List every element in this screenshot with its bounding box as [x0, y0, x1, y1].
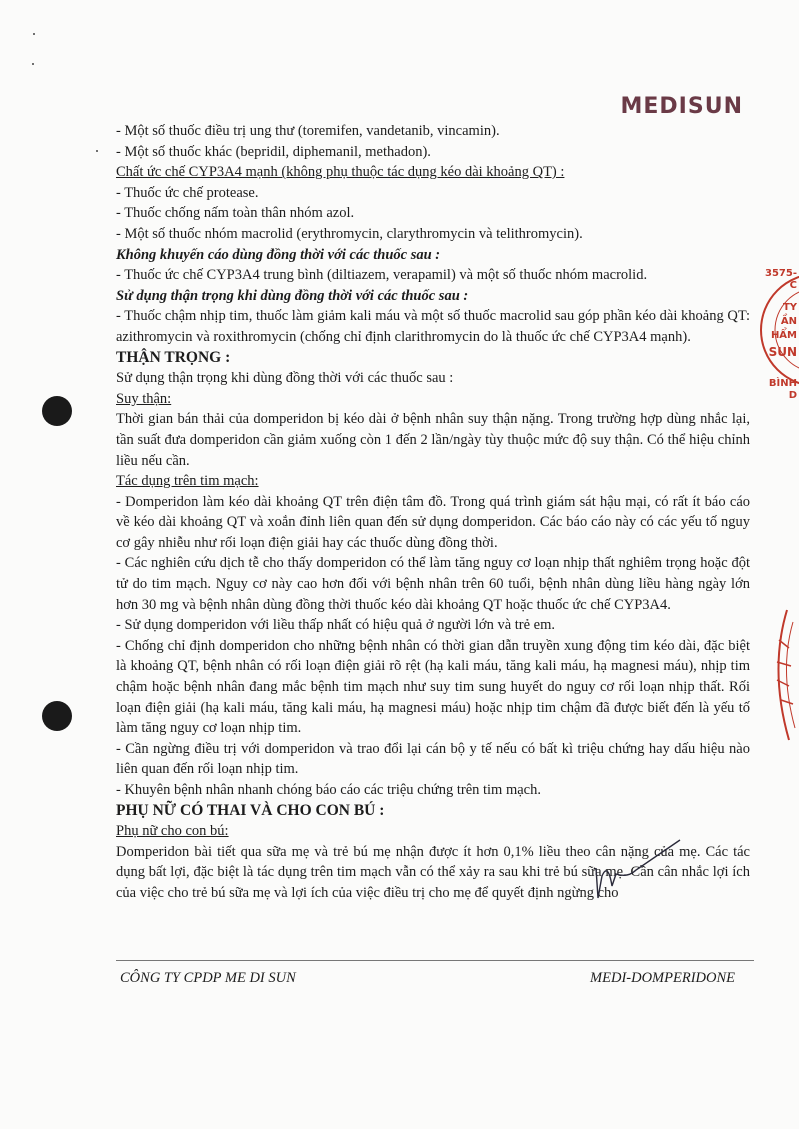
- scan-speck: [33, 33, 35, 35]
- text-paragraph: - Thuốc chậm nhịp tim, thuốc làm giảm kali máu và một số thuốc macrolid sau góp phần kéo dài khoảng QT: azithromycin và roxithromycin (chống chỉ định clarithromycin do là thuốc ức chế CYP3A4 mạnh).: [116, 308, 750, 345]
- text-line: - Một số thuốc điều trị ung thư (toremifen, vandetanib, vincamin).: [116, 123, 500, 139]
- scan-speck: [96, 150, 98, 152]
- text-line: - Sử dụng domperidon với liều thấp nhất có hiệu quả ở người lớn và trẻ em.: [116, 617, 556, 634]
- footer-divider: [116, 960, 754, 961]
- subheading: Suy thận:: [116, 390, 172, 407]
- text-paragraph: Domperidon bài tiết qua sữa mẹ và trẻ bú mẹ nhận được ít hơn 0,1% liều theo cân nặng của mẹ. Các tác dụng bất lợi, đặc biệt là tác dụng trên tim mạch vẫn có thể xảy ra sau khi trẻ bú sữa mẹ. Cần cân nhắc lợi ích của việc cho trẻ bú sữa mẹ và lợi ích của việc điều trị cho mẹ để quyết định ngừng cho: [116, 843, 750, 901]
- signature: [588, 838, 688, 918]
- text-paragraph: - Chống chỉ định domperidon cho những bệnh nhân có thời gian dẫn truyền xung động tim kéo dài, đặc biệt là khoảng QT, bệnh nhân có rối loạn điện giải rõ rệt (hạ kali máu, tăng kali máu, hạ magnesi máu), nhịp tim chậm hoặc bệnh nhân đang mắc bệnh tim mạch như suy tim sung huyết do nguy cơ rối loạn nhịp thất. Rối loạn điện giải (hạ kali máu, tăng kali máu, hạ magnesi máu) hoặc nhịp tim chậm đã được biết đến là yếu tố làm tăng nguy cơ loạn nhịp tim.: [116, 637, 750, 737]
- punch-hole: [42, 396, 72, 426]
- company-stamp: 3575-C TY ẦN HẨM SUN BÌNH D: [759, 260, 799, 410]
- text-paragraph: Thời gian bán thải của domperidon bị kéo dài ở bệnh nhân suy thận nặng. Trong trường hợp dùng nhắc lại, tần suất đưa domperidon cần giảm xuống còn 1 đến 2 lần/ngày tùy thuộc mức độ suy thận. Có thể hiệu chỉnh liều nếu cần.: [116, 411, 750, 469]
- text-line: - Thuốc ức chế CYP3A4 trung bình (diltiazem, verapamil) và một số thuốc nhóm macrolid.: [116, 267, 648, 284]
- text-line: Sử dụng thận trọng khi dùng đồng thời với các thuốc sau :: [116, 370, 454, 387]
- section-heading: PHỤ NỮ CÓ THAI VÀ CHO CON BÚ :: [116, 801, 385, 819]
- subheading: Tác dụng trên tim mạch:: [116, 473, 259, 490]
- medisun-logo: MEDISUN: [620, 94, 743, 119]
- text-paragraph: - Cần ngừng điều trị với domperidon và trao đổi lại cán bộ y tế nếu có bất kì triệu chứng hay dấu hiệu nào liên quan đến rối loạn nhịp tim.: [116, 740, 750, 778]
- stamp-fragment: [759, 600, 799, 750]
- scan-speck: [32, 63, 34, 65]
- subheading: Không khuyến cáo dùng đồng thời với các thuốc sau :: [116, 246, 441, 263]
- text-line: - Một số thuốc khác (bepridil, diphemanil, methadon).: [116, 143, 431, 160]
- text-line: - Thuốc chống nấm toàn thân nhóm azol.: [116, 205, 355, 222]
- footer-product: MEDI-DOMPERIDONE: [590, 970, 735, 986]
- footer-company: CÔNG TY CPDP ME DI SUN: [120, 970, 296, 986]
- text-line: - Thuốc ức chế protease.: [116, 184, 259, 201]
- punch-hole: [42, 701, 72, 731]
- text-paragraph: - Các nghiên cứu dịch tễ cho thấy domperidon có thể làm tăng nguy cơ loạn nhịp thất nghiêm trọng hoặc đột tử do tim mạch. Nguy cơ này cao hơn đối với bệnh nhân trên 60 tuổi, bệnh nhân dùng liều hàng ngày lớn hơn 30 mg và bệnh nhân dùng đồng thời thuốc kéo dài khoảng QT hoặc thuốc ức chế CYP3A4.: [116, 555, 750, 613]
- text-paragraph: - Domperidon làm kéo dài khoảng QT trên điện tâm đồ. Trong quá trình giám sát hậu mại, có rất ít báo cáo về kéo dài khoảng QT và xoắn đỉnh liên quan đến sử dụng domperidon. Các báo cáo này có các yếu tố nguy cơ gây nhiễu như rối loạn điện giải hay các thuốc dùng đồng thời.: [116, 493, 750, 551]
- subheading: Sử dụng thận trọng khi dùng đồng thời với các thuốc sau :: [116, 287, 469, 304]
- subheading: Chất ức chế CYP3A4 mạnh (không phụ thuộc tác dụng kéo dài khoảng QT) :: [116, 164, 565, 181]
- text-line: - Một số thuốc nhóm macrolid (erythromycin, clarythromycin và telithromycin).: [116, 225, 583, 242]
- text-line: - Khuyên bệnh nhân nhanh chóng báo cáo các triệu chứng trên tim mạch.: [116, 782, 541, 798]
- document-body: [116, 121, 750, 904]
- subheading: Phụ nữ cho con bú:: [116, 823, 229, 840]
- section-heading: THẬN TRỌNG :: [116, 348, 231, 366]
